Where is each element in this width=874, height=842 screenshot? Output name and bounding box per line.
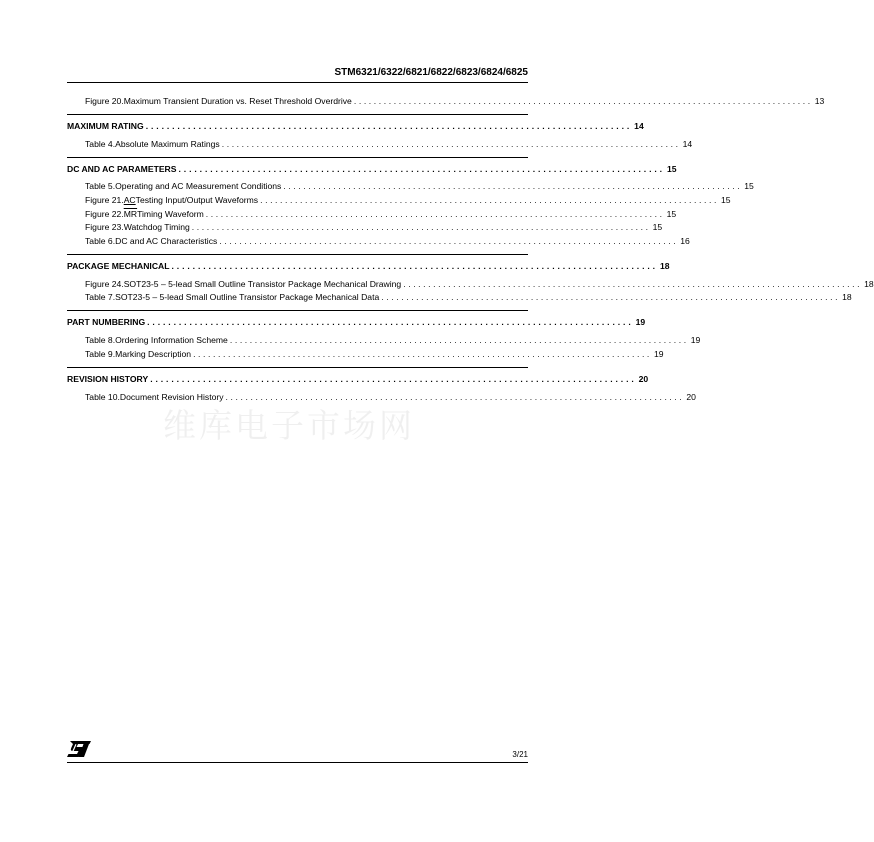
toc-text: PACKAGE MECHANICAL [67, 261, 170, 271]
toc-page: 19 [690, 335, 701, 345]
section-divider [67, 114, 528, 115]
toc-label: Figure 24. [85, 279, 124, 289]
toc-section-revision-history[interactable] [67, 374, 649, 385]
toc-leader: ............................................................................................ [193, 349, 652, 359]
toc-label: Table 8. [85, 335, 116, 345]
st-logo-icon [67, 741, 91, 757]
toc-leader: ............................................................................................ [221, 139, 681, 149]
section-divider [67, 157, 528, 158]
toc-leader: ............................................................................................ [260, 195, 719, 205]
toc-label: Figure 21. [85, 195, 124, 205]
toc-label: Table 5. [85, 181, 116, 191]
toc-leader: ............................................................................................ [171, 261, 658, 271]
section-divider [67, 254, 528, 255]
toc-page: 18 [659, 261, 670, 271]
toc-page: 19 [653, 349, 664, 359]
toc-text: Watchdog Timing [123, 222, 190, 232]
toc-label: Figure 23. [85, 222, 124, 232]
toc-text: Testing Input/Output Waveforms [135, 195, 259, 205]
footer-rule [67, 762, 528, 763]
toc-page: 20 [638, 374, 649, 384]
toc-label: Table 7. [85, 292, 116, 302]
toc-page: 18 [864, 279, 874, 289]
header-rule [67, 82, 528, 83]
toc-text: SOT23-5 – 5-lead Small Outline Transistor Package Mechanical Data [115, 292, 380, 302]
section-divider [67, 367, 528, 368]
toc-text-overlined: $\overline{MR}$ [123, 209, 138, 219]
toc-text: SOT23-5 – 5-lead Small Outline Transistor Package Mechanical Drawing [123, 279, 402, 289]
toc-label: Table 6. [85, 236, 116, 246]
toc-entry-table-9[interactable] [85, 349, 664, 360]
watermark: 维库电子市场网 [163, 406, 415, 445]
toc-label: Table 10. [85, 392, 120, 402]
page-number: 3/21 [512, 750, 528, 759]
toc-text: Timing Waveform [137, 209, 204, 219]
document-title: STM6321/6322/6821/6822/6823/6824/6825 [334, 67, 528, 78]
section-divider [67, 310, 528, 311]
toc-section-dc-ac-parameters[interactable] [67, 164, 677, 175]
toc-page: 15 [652, 222, 663, 232]
toc-leader: ............................................................................................ [178, 164, 665, 174]
toc-entry-figure-22[interactable] [85, 209, 677, 220]
toc-entry-table-8[interactable] [85, 335, 701, 346]
toc-text: Absolute Maximum Ratings [115, 139, 220, 149]
toc-text: Maximum Transient Duration vs. Reset Threshold Overdrive [123, 96, 352, 106]
toc-page: 19 [635, 317, 646, 327]
toc-text: Document Revision History [119, 392, 224, 402]
toc-leader: ............................................................................................ [381, 292, 841, 302]
toc-leader: ............................................................................................ [229, 335, 689, 345]
toc-leader: ............................................................................................ [150, 374, 637, 384]
toc-entry-figure-23[interactable] [85, 222, 663, 233]
toc-leader: ............................................................................................ [219, 236, 679, 246]
toc-leader: ............................................................................................ [191, 222, 651, 232]
toc-text-underlined: AC [123, 195, 136, 205]
toc-leader: ............................................................................................ [283, 181, 743, 191]
toc-section-part-numbering[interactable] [67, 317, 646, 328]
toc-text: PART NUMBERING [67, 317, 146, 327]
toc-text: Operating and AC Measurement Conditions [115, 181, 282, 191]
toc-leader: ............................................................................................ [147, 317, 634, 327]
toc-leader: ............................................................................................ [145, 121, 633, 131]
toc-leader: ............................................................................................ [225, 392, 685, 402]
toc-text: DC and AC Characteristics [115, 236, 218, 246]
toc-page: 18 [842, 292, 852, 302]
toc-section-maximum-rating[interactable] [67, 121, 644, 132]
toc-leader: ............................................................................................ [403, 279, 863, 289]
toc-text: DC AND AC PARAMETERS [67, 164, 177, 174]
toc-page: 13 [814, 96, 825, 106]
toc-page: 14 [682, 139, 693, 149]
toc-text: Ordering Information Scheme [115, 335, 228, 345]
toc-entry-table-7[interactable] [85, 292, 852, 303]
toc-label: Figure 20. [85, 96, 124, 106]
toc-entry-figure-21[interactable] [85, 195, 731, 206]
toc-entry-table-6[interactable] [85, 236, 690, 247]
toc-leader: ............................................................................................ [205, 209, 665, 219]
toc-label: Table 4. [85, 139, 116, 149]
toc-entry-table-4[interactable] [85, 139, 693, 150]
toc-text: MAXIMUM RATING [67, 121, 144, 131]
toc-label: Figure 22. [85, 209, 124, 219]
toc-entry-figure-24[interactable] [85, 279, 874, 290]
toc-page: 15 [720, 195, 731, 205]
toc-page: 20 [686, 392, 696, 402]
toc-page: 16 [680, 236, 690, 246]
toc-page: 15 [666, 164, 677, 174]
toc-text: Marking Description [115, 349, 192, 359]
toc-section-package-mechanical[interactable] [67, 261, 670, 272]
toc-text: REVISION HISTORY [67, 374, 149, 384]
toc-label: Table 9. [85, 349, 116, 359]
toc-page: 15 [744, 181, 754, 191]
toc-page: 15 [666, 209, 677, 219]
toc-page: 14 [634, 121, 644, 131]
toc-leader: ............................................................................................ [353, 96, 813, 106]
toc-entry-table-5[interactable] [85, 181, 754, 192]
toc-entry-figure-20[interactable] [85, 96, 825, 107]
